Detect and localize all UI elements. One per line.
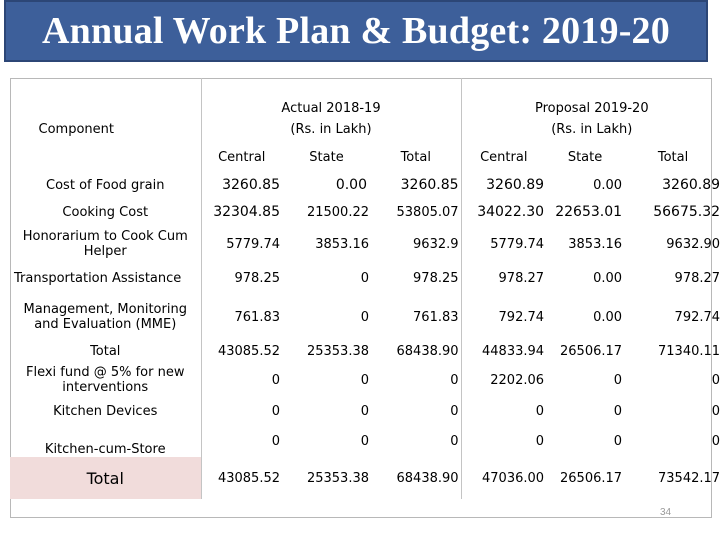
cell-value: 3853.16: [568, 236, 623, 252]
cell-value: 26506.17: [560, 470, 623, 486]
cell-value: 0: [711, 372, 720, 388]
cell-value: 56675.32: [653, 204, 720, 220]
subheader-proposal-state: State: [567, 149, 603, 165]
cell-value: 34022.30: [461, 198, 546, 226]
cell-value: 25353.38: [306, 470, 369, 486]
cell-value: 5779.74: [461, 226, 546, 262]
subheader-proposal-central: Central: [461, 142, 546, 172]
grand-total-label: Total: [10, 457, 201, 499]
cell-value: 0: [360, 433, 369, 449]
cell-value: 978.25: [201, 262, 282, 295]
subheader-actual-state: State: [309, 149, 344, 165]
header-row-unit: [10, 116, 720, 142]
table-row: [10, 262, 720, 295]
table-row: [10, 172, 720, 198]
cell-value: 0: [613, 403, 623, 419]
cell-value: 9632.90: [666, 236, 720, 252]
cell-value: 0: [461, 425, 546, 457]
title-banner: [4, 0, 708, 62]
cell-value: 0.00: [593, 309, 623, 325]
subheader-blank: [10, 142, 201, 172]
cell-value: 0: [461, 397, 546, 425]
group-header-actual: Actual 2018-19: [201, 78, 461, 116]
cell-value: 0: [613, 372, 623, 388]
cell-value: 0: [613, 433, 623, 449]
budget-table: [10, 78, 720, 499]
cell-value: 32304.85: [201, 198, 282, 226]
row-label: Total: [90, 343, 121, 359]
cell-value: 0.00: [335, 177, 367, 193]
row-label: Kitchen Devices: [53, 403, 158, 419]
cell-value: 3260.89: [662, 177, 720, 193]
cell-value: 0: [360, 403, 369, 419]
cell-value: 3853.16: [315, 236, 369, 252]
cell-value: 43085.52: [201, 457, 282, 499]
table-row: [10, 397, 720, 425]
cell-value: 0: [450, 433, 459, 449]
cell-value: 0: [711, 403, 720, 419]
cell-value: 978.27: [674, 271, 720, 286]
table-row: [10, 425, 720, 457]
cell-value: 0: [360, 271, 369, 286]
cell-value: 73542.17: [658, 470, 720, 486]
table-row: [10, 363, 720, 397]
cell-value: 792.74: [674, 309, 720, 325]
row-label: Honorarium to Cook Cum Helper: [22, 229, 188, 259]
table-row: [10, 226, 720, 262]
cell-value: 0: [201, 425, 282, 457]
cell-value: 21500.22: [306, 204, 369, 220]
cell-value: 71340.11: [658, 343, 720, 359]
table-row: [10, 295, 720, 339]
subheader-actual-total: Total: [400, 149, 431, 165]
cell-value: 0.00: [593, 177, 623, 193]
cell-value: 792.74: [461, 295, 546, 339]
cell-value: 53805.07: [396, 204, 459, 220]
row-label: Flexi fund @ 5% for new interventions: [25, 365, 185, 395]
cell-value: 0: [450, 403, 459, 419]
cell-value: 3260.85: [201, 172, 282, 198]
cell-value: 68438.90: [396, 343, 459, 359]
cell-value: 3260.89: [461, 172, 546, 198]
cell-value: 43085.52: [201, 339, 282, 363]
cell-value: 3260.85: [400, 177, 459, 193]
cell-value: 761.83: [413, 309, 459, 325]
header-row-subcolumns: [10, 142, 720, 172]
cell-value: 0: [201, 363, 282, 397]
cell-value: 0: [360, 372, 369, 388]
component-header-cell: [10, 78, 201, 116]
cell-value: 9632.9: [413, 236, 459, 252]
row-label: Transportation Assistance: [14, 271, 182, 286]
row-label: Cooking Cost: [62, 204, 149, 220]
cell-value: 978.27: [461, 262, 546, 295]
cell-value: 47036.00: [461, 457, 546, 499]
cell-value: 0: [711, 433, 720, 449]
row-label: Kitchen-cum-Store: [44, 442, 166, 457]
unit-header-actual: (Rs. in Lakh): [201, 116, 461, 142]
cell-value: 0: [201, 397, 282, 425]
unit-header-proposal: (Rs. in Lakh): [461, 116, 720, 142]
subheader-proposal-total: Total: [657, 149, 689, 165]
cell-value: 44833.94: [461, 339, 546, 363]
cell-value: 2202.06: [461, 363, 546, 397]
row-label: Cost of Food grain: [46, 177, 165, 193]
cell-value: 0.00: [593, 271, 623, 286]
cell-value: 22653.01: [555, 204, 623, 220]
header-row-period: [10, 78, 720, 116]
table-row: [10, 198, 720, 226]
row-label: Management, Monitoring and Evaluation (MME): [23, 302, 187, 332]
cell-value: 978.25: [413, 271, 459, 286]
cell-value: 0: [450, 372, 459, 388]
page-title: Annual Work Plan & Budget: 2019-20: [42, 10, 670, 52]
group-header-proposal: Proposal 2019-20: [461, 78, 720, 116]
cell-value: 761.83: [201, 295, 282, 339]
cell-value: 25353.38: [306, 343, 369, 359]
cell-value: 26506.17: [560, 343, 623, 359]
page-number: 34: [660, 507, 672, 518]
component-header: Component: [38, 121, 114, 137]
cell-value: 0: [360, 309, 369, 325]
cell-value: 5779.74: [201, 226, 282, 262]
table-row-grand-total: [10, 457, 720, 499]
table-row-subtotal: [10, 339, 720, 363]
subheader-actual-central: Central: [201, 142, 282, 172]
cell-value: 68438.90: [396, 470, 459, 486]
